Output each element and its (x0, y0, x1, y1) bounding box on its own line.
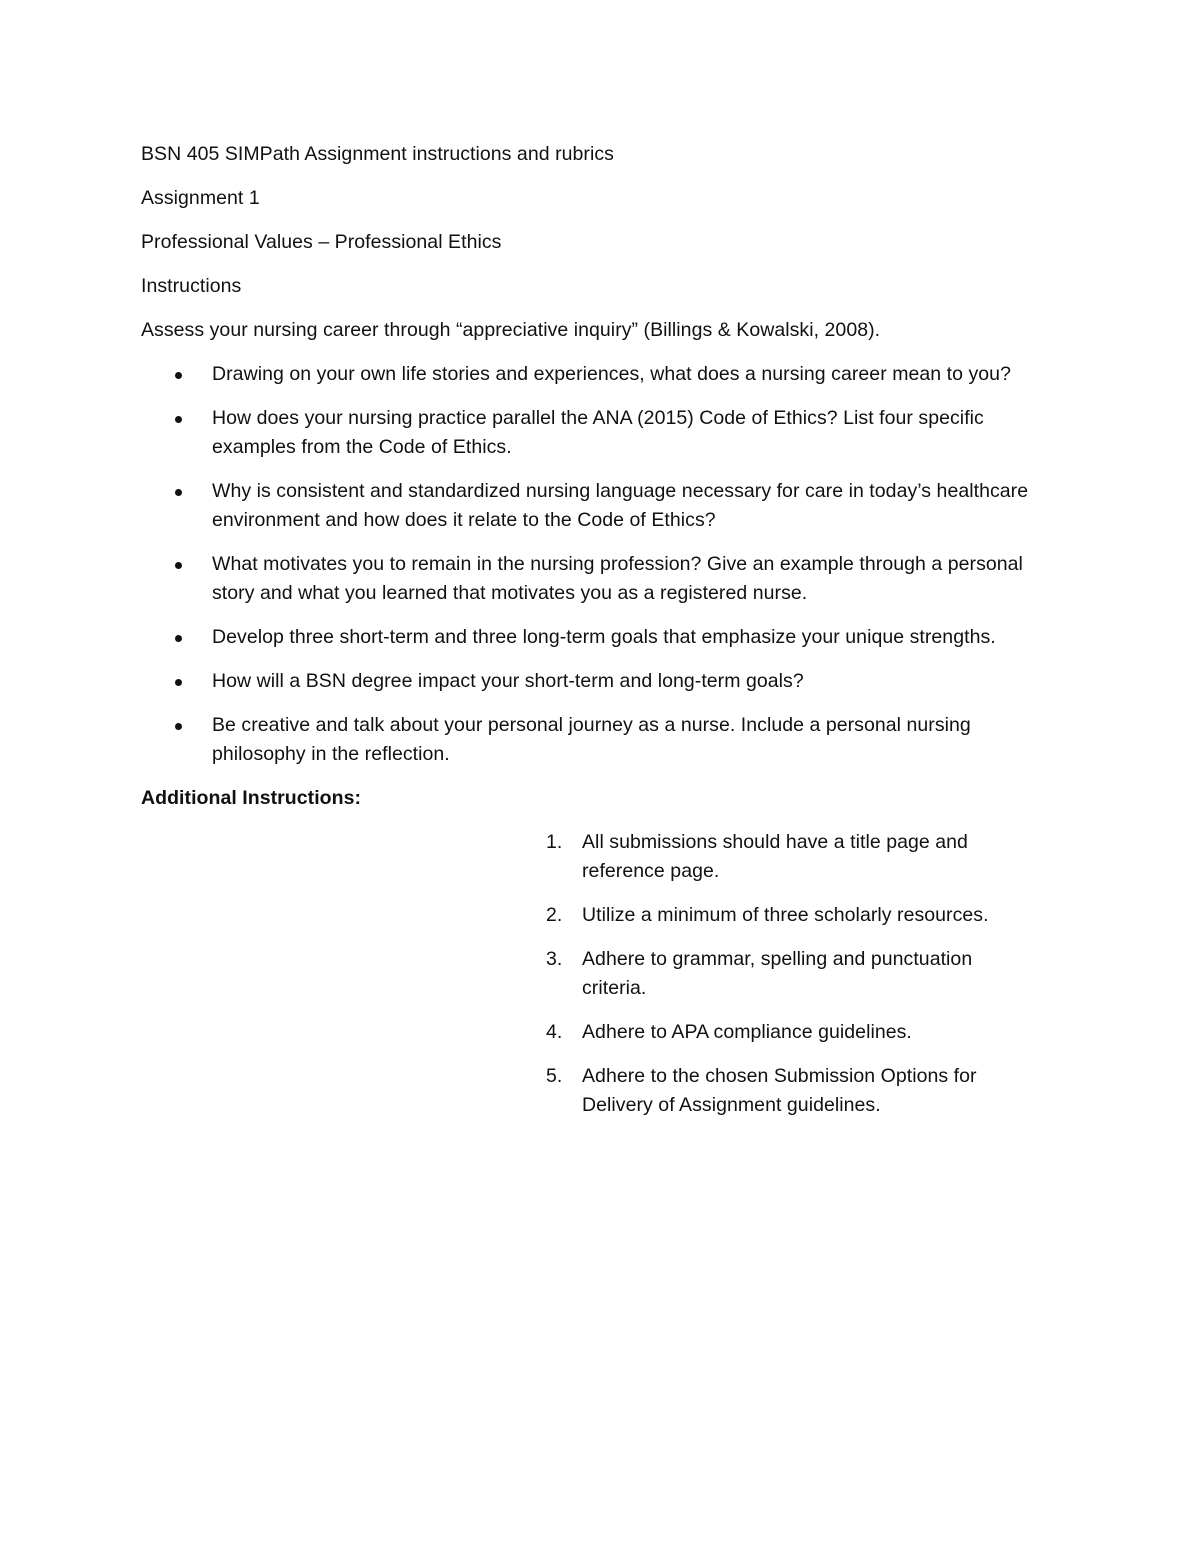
list-item (141, 360, 1061, 389)
list-item (141, 623, 1061, 652)
list-item (141, 711, 1061, 769)
list-item-number: 2. (546, 904, 563, 926)
additional-instructions-list (546, 828, 1016, 1120)
list-item-text: All submissions should have a title page and reference page. (582, 831, 968, 882)
bullet-icon (175, 679, 182, 686)
list-item (546, 828, 1016, 886)
bullet-icon (175, 723, 182, 730)
list-item-text: Why is consistent and standardized nursing language necessary for care in today’s healthcare environment and how does it relate to the Code of Ethics? (212, 480, 1029, 531)
bullet-icon (175, 562, 182, 569)
list-item-text: Develop three short-term and three long-term goals that emphasize your unique strengths. (212, 626, 996, 648)
list-item-number: 1. (546, 831, 563, 853)
list-item-text: Adhere to grammar, spelling and punctuation criteria. (582, 948, 973, 999)
list-item-text: How does your nursing practice parallel the ANA (2015) Code of Ethics? List four specific examples from the Code of Ethics. (212, 407, 984, 458)
additional-instructions-heading: Additional Instructions: (141, 787, 362, 809)
list-item-text: Adhere to APA compliance guidelines. (582, 1021, 912, 1043)
list-item (141, 477, 1061, 535)
assignment-topic: Professional Values – Professional Ethics (141, 231, 502, 253)
list-item-text: Utilize a minimum of three scholarly resources. (582, 904, 989, 926)
list-item-number: 3. (546, 948, 563, 970)
intro-paragraph: Assess your nursing career through “appreciative inquiry” (Billings & Kowalski, 2008). (141, 319, 881, 341)
list-item-text: How will a BSN degree impact your short-term and long-term goals? (212, 670, 804, 692)
list-item-text: Be creative and talk about your personal journey as a nurse. Include a personal nursing philosophy in the reflection. (212, 714, 971, 765)
assignment-label: Assignment 1 (141, 187, 260, 209)
bullet-icon (175, 372, 182, 379)
list-item (141, 550, 1061, 608)
list-item-text: What motivates you to remain in the nursing profession? Give an example through a personal story and what you learned that motivates you as a registered nurse. (212, 553, 1023, 604)
list-item-number: 4. (546, 1021, 563, 1043)
document-body (141, 140, 1061, 1135)
list-item-text: Drawing on your own life stories and experiences, what does a nursing career mean to you? (212, 363, 1011, 385)
instruction-bullet-list (141, 360, 1061, 769)
list-item (546, 945, 1016, 1003)
list-item (546, 901, 1016, 930)
bullet-icon (175, 635, 182, 642)
bullet-icon (175, 489, 182, 496)
list-item-text: Adhere to the chosen Submission Options for Delivery of Assignment guidelines. (582, 1065, 977, 1116)
bullet-icon (175, 416, 182, 423)
list-item (546, 1018, 1016, 1047)
list-item (141, 404, 1061, 462)
list-item-number: 5. (546, 1065, 563, 1087)
instructions-heading: Instructions (141, 275, 242, 297)
list-item (546, 1062, 1016, 1120)
list-item (141, 667, 1061, 696)
document-title: BSN 405 SIMPath Assignment instructions and rubrics (141, 143, 614, 165)
